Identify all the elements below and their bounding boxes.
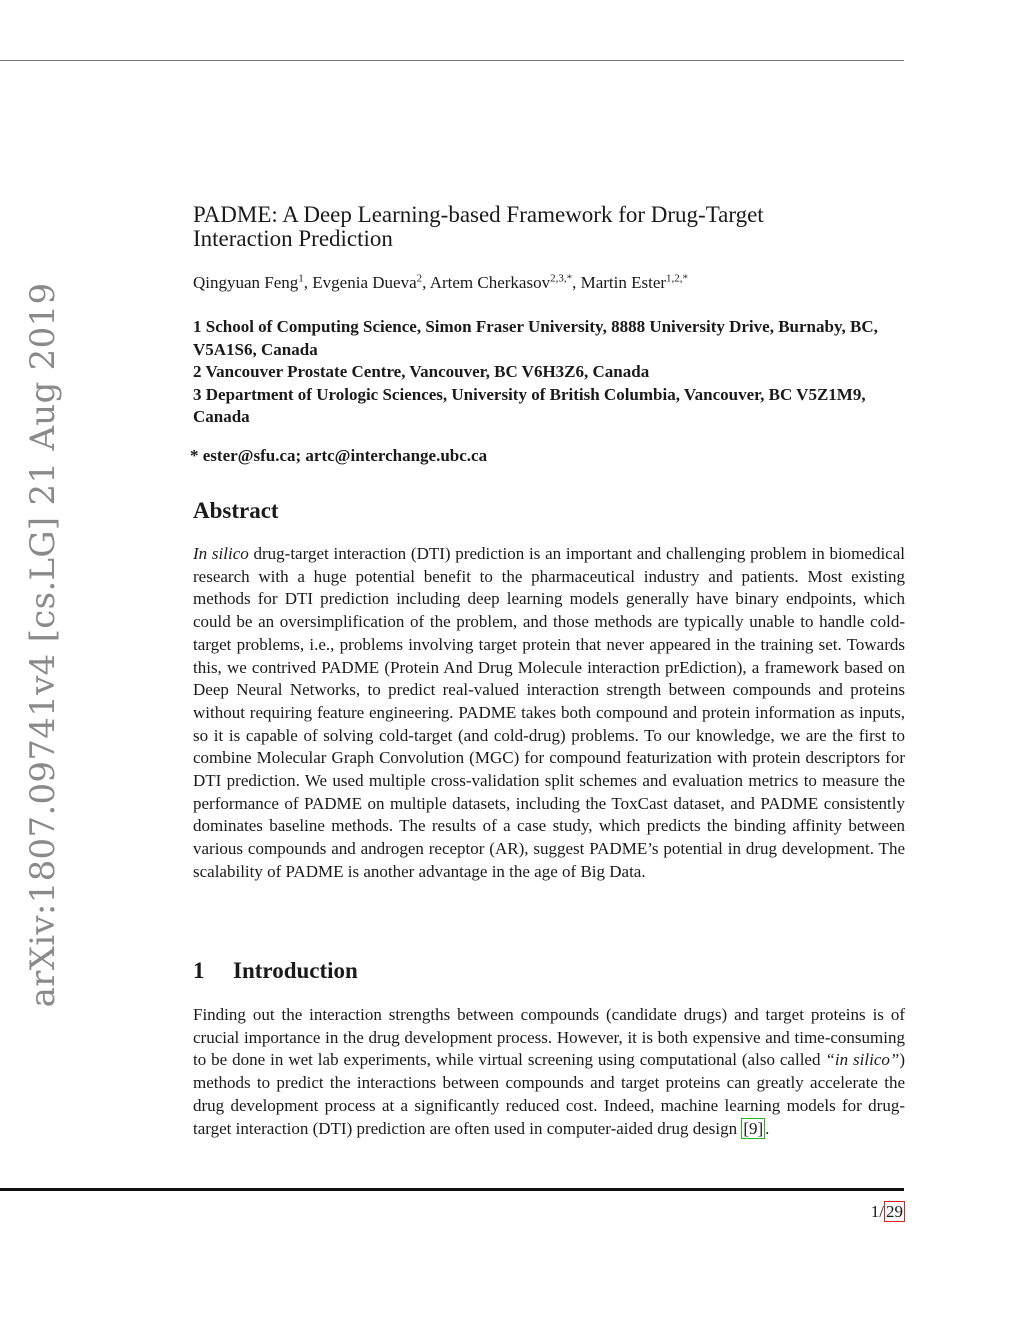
arxiv-stamp: arXiv:1807.09741v4 [cs.LG] 21 Aug 2019 (23, 282, 63, 1008)
author-affil-sup: 1 (298, 272, 304, 285)
author-name: Evgenia Dueva (312, 273, 417, 292)
author-affil-sup: 1,2,* (666, 272, 689, 285)
section-heading (193, 958, 905, 984)
abstract-heading: Abstract (193, 498, 279, 523)
citation-link[interactable]: [9] (743, 1118, 764, 1138)
affiliation-item: 2 Vancouver Prostate Centre, Vancouver, BC V6H3Z6, Canada (193, 362, 650, 381)
section-title: Introduction (233, 958, 358, 983)
abstract-text: drug-target interaction (DTI) prediction is an important and challenging problem in biomedical research with a huge potential benefit to the pharmaceutical industry and patients. Most existing methods for DTI prediction including deep learning models generally have binary endpoints, which could be an oversimplification of the problem, and those methods are typically unable to handle cold-target problems, i.e., problems involving target protein that never appeared in the training set. Towards this, we contrived PADME (Protein And Drug Molecule interaction prEdiction), a framework based on Deep Neural Networks, to predict real-valued interaction strength between compounds and proteins without requiring feature engineering. PADME takes both compound and protein information as inputs, so it is capable of solving cold-target (and cold-drug) problems. To our knowledge, we are the first to combine Molecular Graph Convolution (MGC) for compound featurization with protein descriptors for DTI prediction. We used multiple cross-validation split schemes and evaluation metrics to measure the performance of PADME on multiple datasets, including the ToxCast dataset, and PADME consistently dominates baseline methods. The results of a case study, which predicts the binding affinity between various compounds and androgen receptor (AR), suggest PADME’s potential in drug development. The scalability of PADME is another advantage in the age of Big Data. (193, 544, 905, 881)
affiliations (193, 316, 905, 429)
section-number: 1 (193, 958, 205, 983)
introduction-paragraph (193, 1004, 905, 1140)
header-rule (0, 60, 904, 61)
intro-text: . (765, 1118, 770, 1138)
author-affil-sup: 2,3,* (550, 272, 573, 285)
abstract-lead-italic: In silico (193, 544, 249, 563)
intro-text: Finding out the interaction strengths between compounds (candidate drugs) and target proteins is of crucial importance in the drug development process. However, it is both expensive and time-consuming to be done in wet lab experiments, while virtual screening using computational (also called (193, 1005, 905, 1070)
abstract-body (193, 543, 905, 884)
affiliation-item: 1 School of Computing Science, Simon Fraser University, 8888 University Drive, Burnaby, BC, V5A1S6, Canada (193, 317, 878, 359)
author-name: Martin Ester (580, 273, 667, 292)
author-name: Qingyuan Feng (193, 273, 299, 292)
intro-quoted-italic: “in silico” (825, 1050, 900, 1070)
intro-text: ) methods to predict the interactions between compounds and target proteins can greatly accelerate the drug development process at a significantly reduced cost. Indeed, machine learning models for drug-target interaction (DTI) prediction are often used in computer-aided drug design (193, 1050, 906, 1138)
title-line-1: PADME: A Deep Learning-based Framework for Drug-Target (193, 202, 764, 227)
page-number (871, 1202, 905, 1222)
title-line-2: Interaction Prediction (193, 226, 393, 251)
affiliation-item: 3 Department of Urologic Sciences, University of British Columbia, Vancouver, BC V5Z1M9, Canada (193, 384, 866, 426)
paper-title (193, 203, 905, 251)
corresponding-emails[interactable]: * ester@sfu.ca; artc@interchange.ubc.ca (190, 446, 488, 465)
page-separator: / (879, 1202, 884, 1221)
author-affil-sup: 2 (416, 272, 423, 285)
author-name: Artem Cherkasov (429, 273, 551, 292)
page-total-link[interactable]: 29 (886, 1202, 903, 1221)
author-list: Qingyuan Feng$^1$, Evgenia Dueva$^2$, Artem Cherkasov$^{2,3,*}$, Martin Ester$^{1,2,*}$ (193, 272, 689, 292)
footer-rule (0, 1188, 904, 1191)
page-current: 1 (870, 1202, 880, 1221)
